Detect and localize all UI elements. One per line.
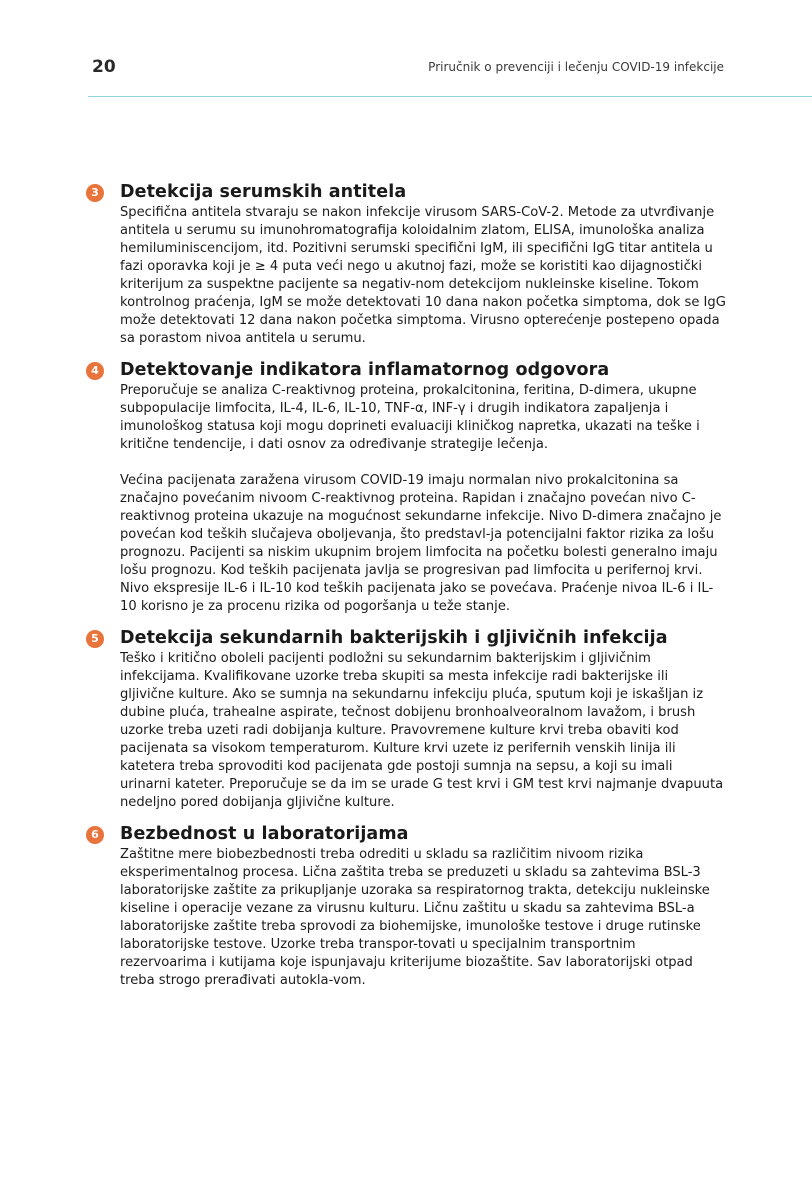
section-number-badge: 5: [86, 630, 104, 648]
section-title: Detektovanje indikatora inflamatornog odgovora: [120, 360, 610, 380]
section-title: Bezbednost u laboratorijama: [120, 824, 409, 844]
section-number-badge: 4: [86, 362, 104, 380]
section-laboratory-safety: [88, 822, 728, 990]
section-heading: [88, 180, 728, 204]
page-number: 20: [92, 57, 116, 77]
section-secondary-infections: [88, 626, 728, 812]
page-header: [88, 48, 724, 88]
section-heading: [88, 822, 728, 846]
section-title: Detekcija sekundarnih bakterijskih i glјivičnih infekcija: [120, 628, 668, 648]
section-heading: [88, 626, 728, 650]
header-divider: [88, 96, 812, 97]
body-paragraph: Specifična antitela stvaraju se nakon infekcije virusom SARS-CoV-2. Metode za utvrđivanje antitela u serumu su imunohromatografija koloidalnim zlatom, ELISA, imunološka analiza hemiluminiscencijom, itd. Pozitivni serumski specifični IgM, ili specifični IgG titar antitela u fazi oporavka koji je ≥ 4 puta veći nego u akutnoj fazi, može se koristiti kao dijagnostički kriterijum za suspektne pacijente sa negativ-nom detekcijom nukleinske kiseline. Tokom kontrolnog praćenja, IgM se može detektovati 10 dana nakon početka simptoma, dok se IgG može detektovati 12 dana nakon početka simptoma. Virusno opterećenje postepeno opada sa porastom nivoa antitela u serumu.: [120, 205, 726, 346]
section-title: Detekcija serumskih antitela: [120, 182, 407, 202]
body-paragraph: Zaštitne mere biobezbednosti treba odrediti u skladu sa različitim nivoom rizika eksperimentalnog procesa. Lična zaštita treba se preduzeti u skladu sa zahtevima BSL-3 laboratorijske zaštite za prikuplјanje uzoraka sa respiratornog trakta, detekciju nukleinske kiseline i operacije vezane za virusnu kulturu. Ličnu zaštitu u skadu sa zahtevima BSL-a laboratorijske zaštite treba sprovodi za biohemijske, imunološke testove i druge rutinske laboratorijske testove. Uzorke treba transpor-tovati u specijalnim transportnim rezervoarima i kutijama koje ispunjavaju kriterijume biozaštite. Sav laboratorijski otpad treba strogo prerađivati autokla-vom.: [120, 847, 710, 988]
document-body: [88, 180, 728, 1000]
section-number-badge: 3: [86, 184, 104, 202]
section-inflammatory-indicators: [88, 358, 728, 616]
body-paragraph: Teško i kritično oboleli pacijenti podložni su sekundarnim bakterijskim i glјivičnim infekcijama. Kvalifikovane uzorke treba skupiti sa mesta infekcije radi bakterijske ili glјivične kulture. Ako se sumnja na sekundarnu infekciju pluća, sputum koji je iskašljan iz dubine pluća, trahealne aspirate, tečnost dobijenu bronhoalveoralnom lavažom, i brush uzorke treba uzeti radi dobijanja kulture. Pravovremene kulture krvi treba obaviti kod pacijenata sa visokom temperaturom. Kulture krvi uzete iz perifernih venskih linija ili katetera treba sprovoditi kod pacijenata gde postoji sumnja na sepsu, a koji su imali urinarni kateter. Preporučuje se da im se urade G test krvi i GM test krvi najmanje dvapuuta nedelјno pored dobijanja glјivične kulture.: [120, 651, 724, 810]
section-antibody-detection: [88, 180, 728, 348]
running-title: Priručnik o prevenciji i lečenju COVID-19 infekcije: [428, 60, 724, 74]
body-paragraph: Preporučuje se analiza C-reaktivnog proteina, prokalcitonina, feritina, D-dimera, ukupne subpopulacije limfocita, IL-4, IL-6, IL-10, TNF-α, INF-γ i drugih indikatora zapaljenja i imunološkog statusa koji mogu doprineti evaluaciji kliničkog napretka, ukazati na teške i kritične tendencije, i dati osnov za određivanje strategije lečenja.: [120, 383, 700, 452]
body-paragraph: Većina pacijenata zaražena virusom COVID-19 imaju normalan nivo prokalcitonina sa značajno povećanim nivoom C-reaktivnog proteina. Rapidan i značajno povećan nivo C-reaktivnog proteina ukazuje na mogućnost sekundarne infekcije. Nivo D-dimera značajno je povećan kod teških slučajeva obolјevanja, što predstavl-ja potencijalni faktor rizika za lošu prognozu. Pacijenti sa niskim ukupnim brojem limfocita na početku bolesti generalno imaju lošu prognozu. Kod teških pacijenata javlja se progresivan pad limfocita u perifernoj krvi. Nivo ekspresije IL-6 i IL-10 kod teških pacijenata jako se povećava. Praćenje nivoa IL-6 i IL-10 korisno je za procenu rizika od pogoršanja u teže stanje.: [120, 473, 722, 614]
section-number-badge: 6: [86, 826, 104, 844]
section-heading: [88, 358, 728, 382]
